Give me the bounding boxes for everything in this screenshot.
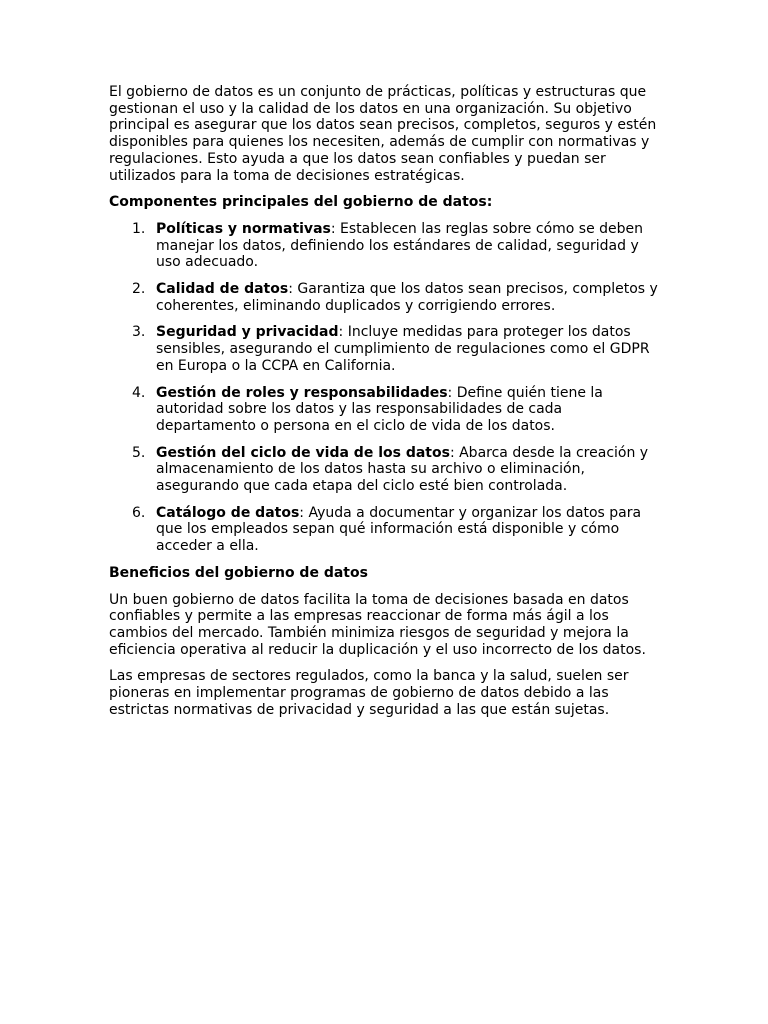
benefits-heading: Beneficios del gobierno de datos xyxy=(109,564,368,581)
list-item xyxy=(109,281,665,314)
list-number: 6. xyxy=(132,504,146,521)
list-text: : Abarca desde la creación y almacenamiento de los datos hasta su archivo o eliminación, asegurando que cada etapa del ciclo esté bien controlada. xyxy=(156,444,649,495)
list-text: : Define quién tiene la autoridad sobre los datos y las responsabilidades de cada departamento o persona en el ciclo de vida de los datos. xyxy=(156,384,603,434)
list-term: Calidad de datos xyxy=(156,281,289,298)
components-heading: Componentes principales del gobierno de datos: xyxy=(109,194,493,211)
list-item xyxy=(109,385,665,435)
list-term: Catálogo de datos xyxy=(156,504,300,521)
list-text: : Ayuda a documentar y organizar los datos para que los empleados sepan qué información está disponible y cómo acceder a ella. xyxy=(156,504,642,555)
list-number: 2. xyxy=(132,281,146,298)
list-term: Seguridad y privacidad xyxy=(156,324,339,341)
document-page xyxy=(109,84,665,729)
list-number: 4. xyxy=(132,384,146,401)
list-term: Gestión del ciclo de vida de los datos xyxy=(156,444,450,461)
list-text: : Establecen las reglas sobre cómo se deben manejar los datos, definiendo los estándares de calidad, seguridad y uso adecuado. xyxy=(156,220,644,271)
list-item xyxy=(109,445,665,495)
list-text: : Incluye medidas para proteger los datos sensibles, asegurando el cumplimiento de regulaciones como el GDPR en Europa o la CCPA en California. xyxy=(156,324,650,374)
list-number: 1. xyxy=(132,220,146,237)
benefits-paragraph-1: Un buen gobierno de datos facilita la toma de decisiones basada en datos confiables y permite a las empresas reaccionar de forma más ágil a los cambios del mercado. También minimiza riesgos de seguridad y mejora la eficiencia operativa al reducir la duplicación y el uso incorrecto de los datos. xyxy=(109,591,646,658)
list-item xyxy=(109,221,665,271)
components-list xyxy=(109,221,665,555)
intro-paragraph: El gobierno de datos es un conjunto de prácticas, políticas y estructuras que gestionan el uso y la calidad de los datos en una organización. Su objetivo principal es asegurar que los datos sean precisos, completos, seguros y estén disponibles para quienes los necesiten, además de cumplir con normativas y regulaciones. Esto ayuda a que los datos sean confiables y puedan ser utilizados para la toma de decisiones estratégicas. xyxy=(109,84,657,184)
list-item xyxy=(109,324,665,374)
list-number: 3. xyxy=(132,324,146,341)
list-text: : Garantiza que los datos sean precisos, completos y coherentes, eliminando duplicados y corrigiendo errores. xyxy=(156,281,658,314)
list-term: Gestión de roles y responsabilidades xyxy=(156,384,448,401)
list-item xyxy=(109,505,665,555)
list-term: Políticas y normativas xyxy=(156,220,331,237)
list-number: 5. xyxy=(132,444,146,461)
benefits-paragraph-2: Las empresas de sectores regulados, como la banca y la salud, suelen ser pioneras en implementar programas de gobierno de datos debido a las estrictas normativas de privacidad y seguridad a las que están sujetas. xyxy=(109,668,629,718)
